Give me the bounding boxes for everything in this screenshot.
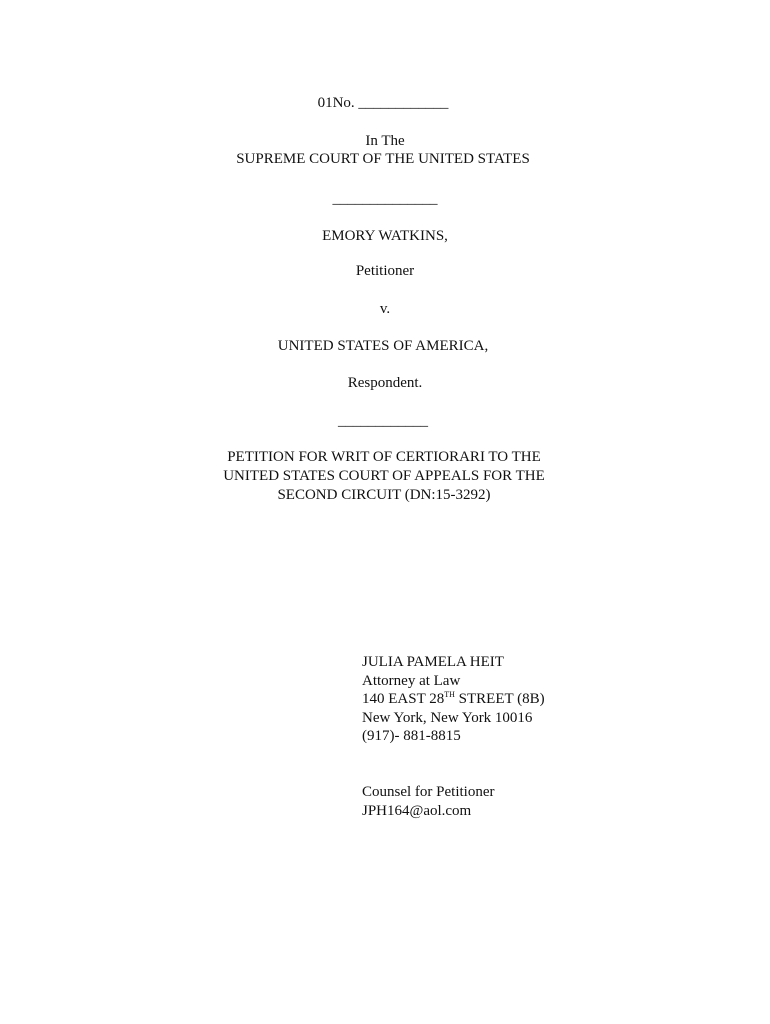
court-name: SUPREME COURT OF THE UNITED STATES bbox=[236, 151, 530, 167]
counsel-street bbox=[362, 690, 545, 709]
separator-line: ______________ bbox=[332, 191, 438, 207]
petitioner-role: Petitioner bbox=[355, 263, 415, 279]
counsel-title: Attorney at Law bbox=[362, 672, 461, 689]
versus-label: v. bbox=[379, 301, 391, 317]
counsel-phone: (917)- 881-8815 bbox=[362, 728, 461, 744]
separator-line: ____________ bbox=[338, 413, 428, 429]
respondent-name: UNITED STATES OF AMERICA, bbox=[277, 338, 489, 354]
counsel-email: JPH164@aol.com bbox=[362, 802, 472, 819]
counsel-address-block bbox=[362, 653, 545, 746]
court-intro: In The bbox=[365, 133, 405, 149]
petition-title-line-1: PETITION FOR WRIT OF CERTIORARI TO THE bbox=[227, 449, 541, 465]
petition-title-line-2: UNITED STATES COURT OF APPEALS FOR THE bbox=[223, 468, 545, 484]
petitioner-name: EMORY WATKINS, bbox=[322, 228, 448, 244]
counsel-contact-block bbox=[362, 783, 494, 820]
counsel-role: Counsel for Petitioner bbox=[362, 784, 495, 800]
respondent-role: Respondent. bbox=[347, 375, 423, 391]
street-ordinal-suffix: TH bbox=[444, 690, 455, 699]
street-name: STREET (8B) bbox=[454, 691, 545, 707]
counsel-name: JULIA PAMELA HEIT bbox=[362, 654, 504, 670]
petition-title-line-3: SECOND CIRCUIT (DN:15-3292) bbox=[277, 487, 491, 503]
street-number: 140 EAST 28 bbox=[362, 691, 445, 707]
docket-number-line: 01No. ____________ bbox=[317, 95, 449, 111]
counsel-city: New York, New York 10016 bbox=[362, 709, 533, 726]
